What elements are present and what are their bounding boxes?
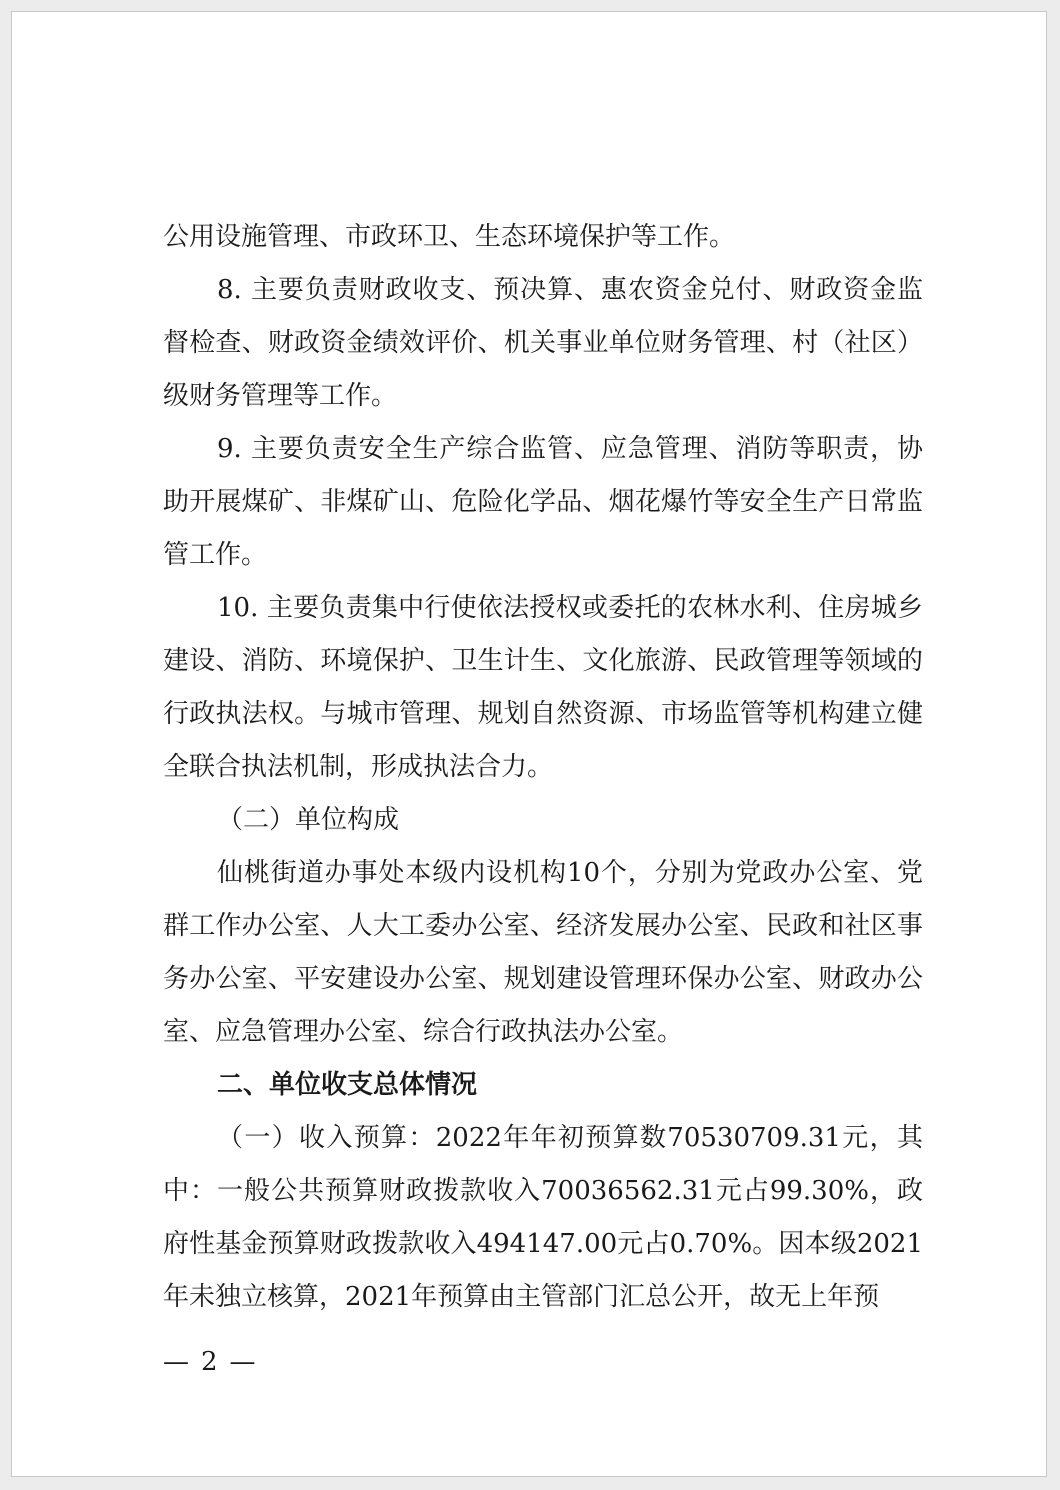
subheading-unit-composition: （二）单位构成: [217, 805, 400, 835]
page-number-dash-left: —: [163, 1347, 189, 1377]
page-number: [163, 1342, 256, 1382]
paragraph-item-9: 9. 主要负责安全生产综合监管、应急管理、消防等职责，协助开展煤矿、非煤矿山、危险化学品、烟花爆竹等安全生产日常监管工作。: [163, 434, 923, 570]
paragraph-unit-composition: 仙桃街道办事处本级内设机构10个，分别为党政办公室、党群工作办公室、人大工委办公室、经济发展办公室、民政和社区事务办公室、平安建设办公室、规划建设管理环保办公室、财政办公室、应急管理办公室、综合行政执法办公室。: [163, 858, 923, 1047]
document-page: [11, 11, 1047, 1477]
paragraph-income-budget: （一）收入预算：2022年年初预算数70530709.31元，其中：一般公共预算财政拨款收入70036562.31元占99.30%，政府性基金预算财政拨款收入494147.00元占0.70%。因本级2021年未独立核算，2021年预算由主管部门汇总公开，故无上年预: [163, 1123, 923, 1312]
page-number-value: 2: [201, 1347, 218, 1377]
paragraph-item-10: 10. 主要负责集中行使依法授权或委托的农林水利、住房城乡建设、消防、环境保护、卫生计生、文化旅游、民政管理等领域的行政执法权。与城市管理、规划自然资源、市场监管等机构建立健全联合执法机制，形成执法合力。: [163, 593, 923, 782]
paragraph-item-8: 8. 主要负责财政收支、预决算、惠农资金兑付、财政资金监督检查、财政资金绩效评价、机关事业单位财务管理、村（社区）级财务管理等工作。: [163, 275, 923, 411]
document-body: [163, 211, 923, 1324]
section-heading-income-expense: 二、单位收支总体情况: [217, 1070, 478, 1100]
paragraph-continuation: 公用设施管理、市政环卫、生态环境保护等工作。: [163, 222, 736, 252]
page-number-dash-right: —: [229, 1347, 256, 1377]
